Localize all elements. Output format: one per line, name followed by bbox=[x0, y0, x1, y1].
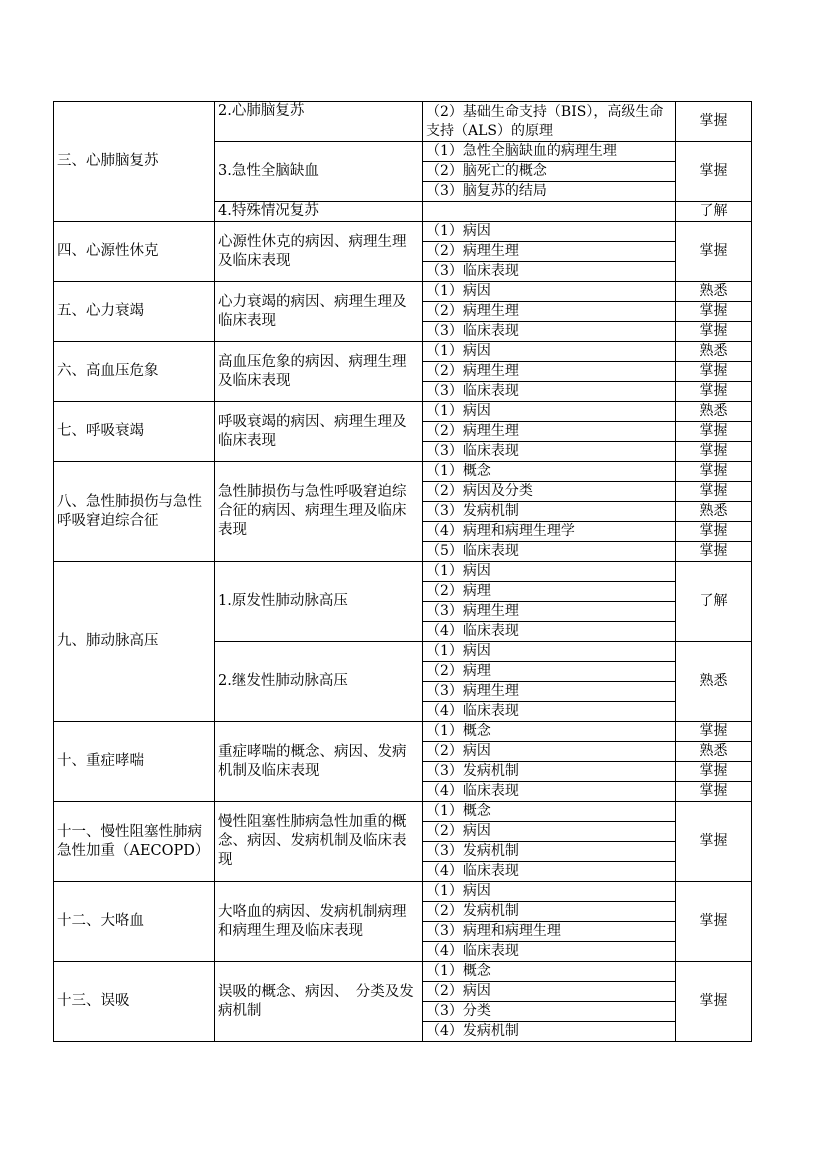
content-item: （2）基础生命支持（BIS），高级生命支持（ALS）的原理 bbox=[423, 102, 676, 142]
content-item: （4）临床表现 bbox=[423, 782, 676, 802]
content-item: （1）病因 bbox=[423, 642, 676, 662]
mastery-level: 了解 bbox=[676, 202, 752, 222]
topic-name: 心力衰竭的病因、病理生理及临床表现 bbox=[215, 282, 423, 342]
table-row bbox=[54, 282, 752, 302]
content-item: （2）病理生理 bbox=[423, 242, 676, 262]
content-item: （3）脑复苏的结局 bbox=[423, 182, 676, 202]
content-item: （2）发病机制 bbox=[423, 902, 676, 922]
topic-name: 误吸的概念、病因、 分类及发病机制 bbox=[215, 962, 423, 1042]
content-item: （4）发病机制 bbox=[423, 1022, 676, 1042]
content-item bbox=[423, 202, 676, 222]
content-item: （4）临床表现 bbox=[423, 942, 676, 962]
table-row bbox=[54, 722, 752, 742]
table-row bbox=[54, 562, 752, 582]
mastery-level: 熟悉 bbox=[676, 282, 752, 302]
mastery-level: 熟悉 bbox=[676, 342, 752, 362]
mastery-level: 掌握 bbox=[676, 142, 752, 202]
content-item: （2）病理 bbox=[423, 662, 676, 682]
content-item: （3）临床表现 bbox=[423, 442, 676, 462]
mastery-level: 掌握 bbox=[676, 782, 752, 802]
content-item: （3）分类 bbox=[423, 1002, 676, 1022]
content-item: （2）病因 bbox=[423, 742, 676, 762]
mastery-level: 掌握 bbox=[676, 802, 752, 882]
mastery-level: 掌握 bbox=[676, 482, 752, 502]
section-title: 十三、误吸 bbox=[54, 962, 215, 1042]
content-item: （1）概念 bbox=[423, 722, 676, 742]
content-item: （4）临床表现 bbox=[423, 622, 676, 642]
topic-name: 呼吸衰竭的病因、病理生理及临床表现 bbox=[215, 402, 423, 462]
mastery-level: 掌握 bbox=[676, 422, 752, 442]
content-item: （2）病因 bbox=[423, 822, 676, 842]
content-item: （3）病理和病理生理 bbox=[423, 922, 676, 942]
table-row bbox=[54, 402, 752, 422]
mastery-level: 掌握 bbox=[676, 722, 752, 742]
content-item: （2）病理生理 bbox=[423, 362, 676, 382]
mastery-level: 掌握 bbox=[676, 322, 752, 342]
mastery-level: 掌握 bbox=[676, 882, 752, 962]
content-item: （4）临床表现 bbox=[423, 702, 676, 722]
table-row bbox=[54, 802, 752, 822]
content-item: （3）发病机制 bbox=[423, 842, 676, 862]
topic-name: 高血压危象的病因、病理生理及临床表现 bbox=[215, 342, 423, 402]
mastery-level: 掌握 bbox=[676, 962, 752, 1042]
mastery-level: 掌握 bbox=[676, 362, 752, 382]
section-title: 十一、慢性阻塞性肺病急性加重（AECOPD） bbox=[54, 802, 215, 882]
mastery-level: 掌握 bbox=[676, 462, 752, 482]
table-row bbox=[54, 222, 752, 242]
section-title: 七、呼吸衰竭 bbox=[54, 402, 215, 462]
topic-name: 2.继发性肺动脉高压 bbox=[215, 642, 423, 722]
content-item: （3）临床表现 bbox=[423, 382, 676, 402]
mastery-level: 掌握 bbox=[676, 382, 752, 402]
content-item: （1）病因 bbox=[423, 402, 676, 422]
content-item: （2）病理 bbox=[423, 582, 676, 602]
content-item: （3）病理生理 bbox=[423, 602, 676, 622]
section-title: 三、心肺脑复苏 bbox=[54, 102, 215, 222]
table-row bbox=[54, 962, 752, 982]
mastery-level: 掌握 bbox=[676, 542, 752, 562]
section-title: 十、重症哮喘 bbox=[54, 722, 215, 802]
content-item: （1）病因 bbox=[423, 222, 676, 242]
content-item: （4）病理和病理生理学 bbox=[423, 522, 676, 542]
table-row bbox=[54, 882, 752, 902]
mastery-level: 熟悉 bbox=[676, 742, 752, 762]
section-title: 五、心力衰竭 bbox=[54, 282, 215, 342]
mastery-level: 熟悉 bbox=[676, 502, 752, 522]
content-item: （2）病因及分类 bbox=[423, 482, 676, 502]
syllabus-table bbox=[53, 101, 752, 1042]
content-item: （1）病因 bbox=[423, 882, 676, 902]
topic-name: 慢性阻塞性肺病急性加重的概念、病因、发病机制及临床表现 bbox=[215, 802, 423, 882]
mastery-level: 掌握 bbox=[676, 102, 752, 142]
section-title: 十二、大咯血 bbox=[54, 882, 215, 962]
syllabus-body bbox=[54, 102, 752, 1042]
mastery-level: 了解 bbox=[676, 562, 752, 642]
content-item: （1）概念 bbox=[423, 802, 676, 822]
topic-name: 1.原发性肺动脉高压 bbox=[215, 562, 423, 642]
content-item: （1）概念 bbox=[423, 462, 676, 482]
content-item: （1）病因 bbox=[423, 562, 676, 582]
content-item: （2）病因 bbox=[423, 982, 676, 1002]
content-item: （3）发病机制 bbox=[423, 762, 676, 782]
mastery-level: 熟悉 bbox=[676, 642, 752, 722]
table-row bbox=[54, 102, 752, 142]
mastery-level: 掌握 bbox=[676, 762, 752, 782]
mastery-level: 掌握 bbox=[676, 522, 752, 542]
table-row bbox=[54, 462, 752, 482]
mastery-level: 熟悉 bbox=[676, 402, 752, 422]
content-item: （3）发病机制 bbox=[423, 502, 676, 522]
topic-name: 大咯血的病因、发病机制病理和病理生理及临床表现 bbox=[215, 882, 423, 962]
content-item: （1）急性全脑缺血的病理生理 bbox=[423, 142, 676, 162]
section-title: 八、急性肺损伤与急性呼吸窘迫综合征 bbox=[54, 462, 215, 562]
section-title: 四、心源性休克 bbox=[54, 222, 215, 282]
content-item: （4）临床表现 bbox=[423, 862, 676, 882]
topic-name: 3.急性全脑缺血 bbox=[215, 142, 423, 202]
content-item: （2）病理生理 bbox=[423, 422, 676, 442]
table-row bbox=[54, 342, 752, 362]
section-title: 九、肺动脉高压 bbox=[54, 562, 215, 722]
content-item: （1）概念 bbox=[423, 962, 676, 982]
topic-name: 急性肺损伤与急性呼吸窘迫综合征的病因、病理生理及临床表现 bbox=[215, 462, 423, 562]
content-item: （3）临床表现 bbox=[423, 262, 676, 282]
topic-name: 4.特殊情况复苏 bbox=[215, 202, 423, 222]
topic-name: 重症哮喘的概念、病因、发病机制及临床表现 bbox=[215, 722, 423, 802]
content-item: （2）病理生理 bbox=[423, 302, 676, 322]
content-item: （1）病因 bbox=[423, 342, 676, 362]
content-item: （2）脑死亡的概念 bbox=[423, 162, 676, 182]
topic-name: 2.心肺脑复苏 bbox=[215, 102, 423, 142]
topic-name: 心源性休克的病因、病理生理及临床表现 bbox=[215, 222, 423, 282]
content-item: （5）临床表现 bbox=[423, 542, 676, 562]
section-title: 六、高血压危象 bbox=[54, 342, 215, 402]
mastery-level: 掌握 bbox=[676, 302, 752, 322]
content-item: （3）临床表现 bbox=[423, 322, 676, 342]
content-item: （3）病理生理 bbox=[423, 682, 676, 702]
mastery-level: 掌握 bbox=[676, 442, 752, 462]
mastery-level: 掌握 bbox=[676, 222, 752, 282]
content-item: （1）病因 bbox=[423, 282, 676, 302]
